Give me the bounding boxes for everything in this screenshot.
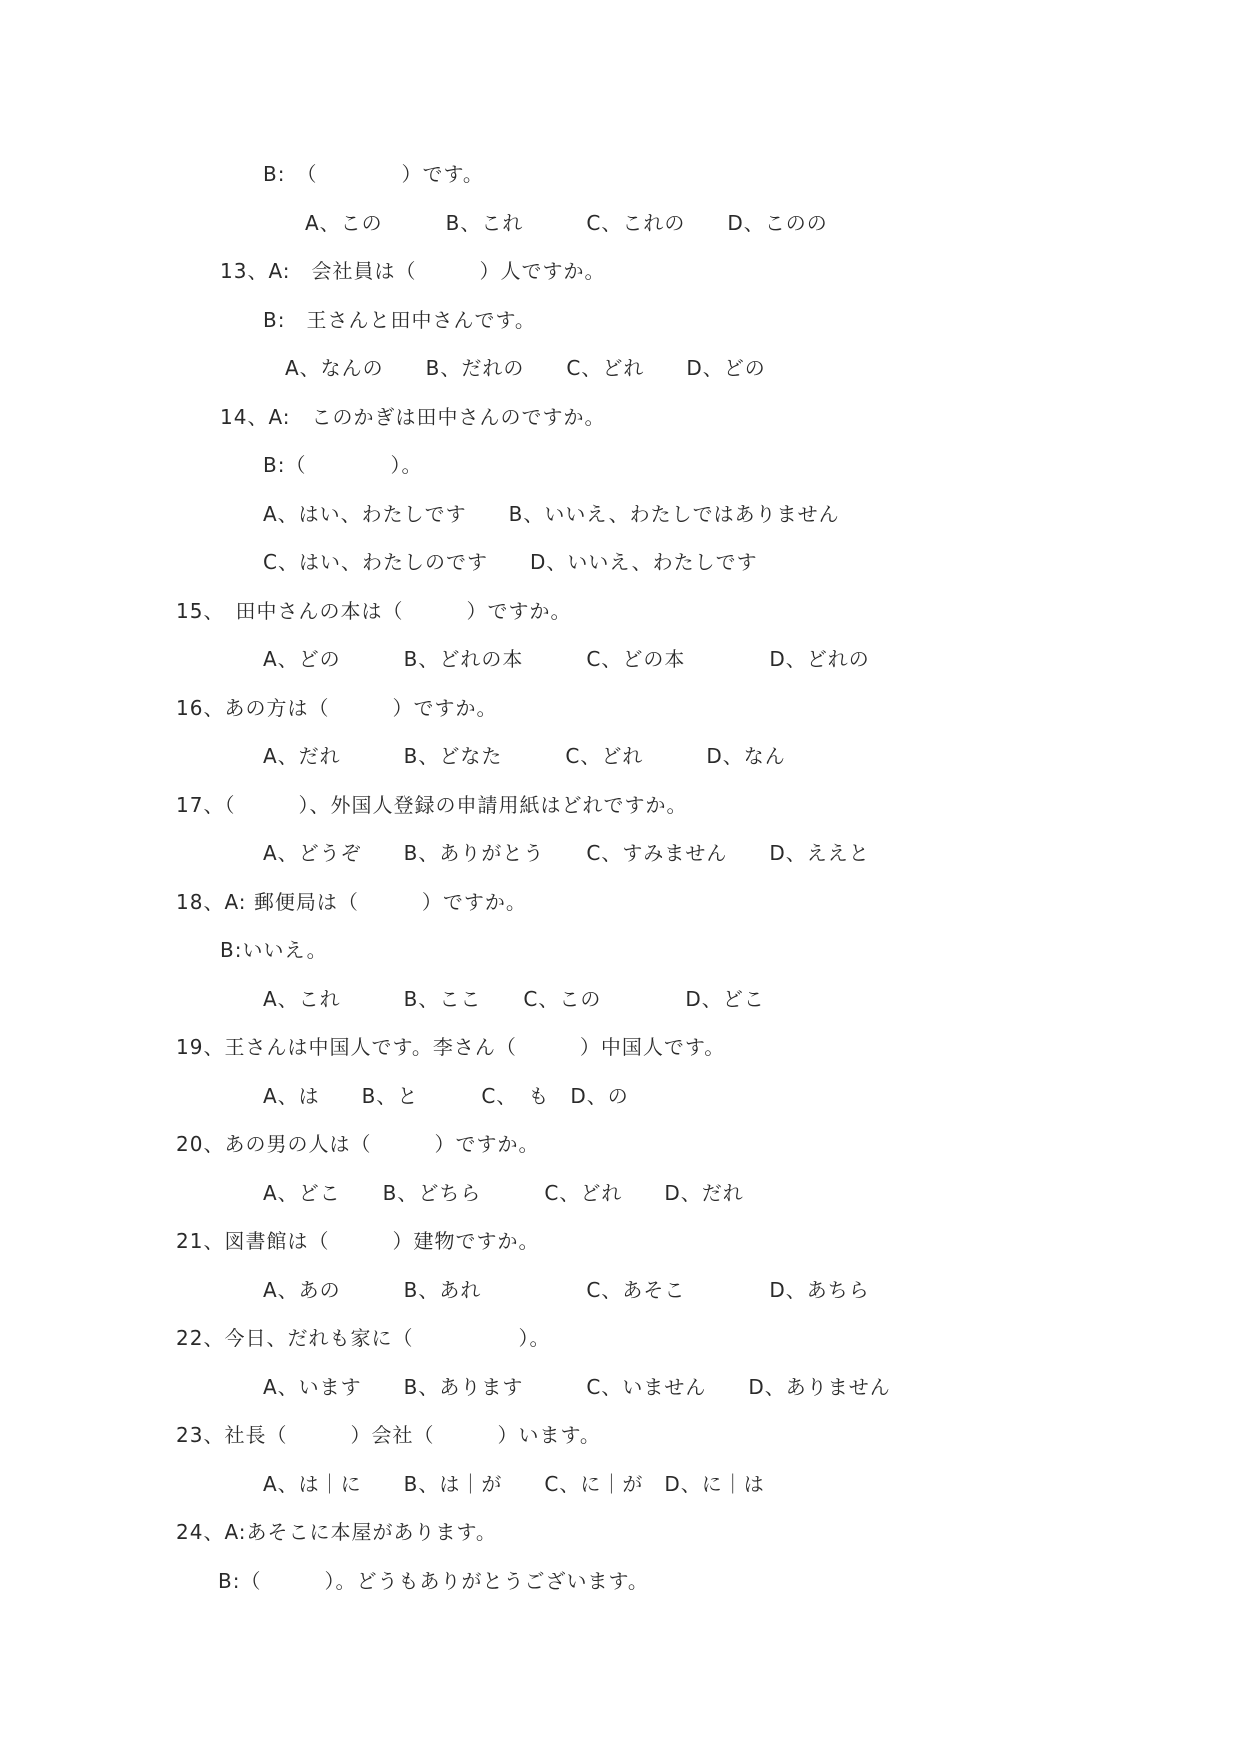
q15-options: A、どの B、どれの本 C、どの本 D、どれの	[263, 647, 870, 671]
q14-options-cd: C、はい、わたしのです D、いいえ、わたしです	[263, 550, 758, 574]
q16-options: A、だれ B、どなた C、どれ D、なん	[263, 744, 786, 768]
q19-options: A、は B、と C、 も D、の	[263, 1084, 629, 1108]
q13-question: 13、A: 会社員は（ ）人ですか。	[220, 259, 606, 283]
q13-answer-b: B: 王さんと田中さんです。	[263, 308, 536, 332]
q24-answer-b: B:（ ）。どうもありがとうございます。	[218, 1569, 649, 1593]
q14-question: 14、A: このかぎは田中さんのですか。	[220, 405, 606, 429]
q13-options: A、なんの B、だれの C、どれ D、どの	[285, 356, 766, 380]
q14-answer-b: B:（ ）。	[263, 453, 423, 477]
q21-options: A、あの B、あれ C、あそこ D、あちら	[263, 1278, 870, 1302]
q16-question: 16、あの方は（ ）ですか。	[176, 696, 498, 720]
q14-options-ab: A、はい、わたしです B、いいえ、わたしではありません	[263, 502, 840, 526]
q20-options: A、どこ B、どちら C、どれ D、だれ	[263, 1181, 744, 1205]
q18-question: 18、A: 郵便局は（ ）ですか。	[176, 890, 527, 914]
q19-question: 19、王さんは中国人です。李さん（ ）中国人です。	[176, 1035, 726, 1059]
q23-options: A、は｜に B、は｜が C、に｜が D、に｜は	[263, 1472, 765, 1496]
q17-question: 17、（ ）、外国人登録の申請用紙はどれですか。	[176, 793, 688, 817]
q23-question: 23、社長（ ）会社（ ）います。	[176, 1423, 601, 1447]
q22-options: A、います B、あります C、いません D、ありません	[263, 1375, 891, 1399]
q21-question: 21、図書館は（ ）建物ですか。	[176, 1229, 540, 1253]
q18-answer-b: B:いいえ。	[220, 938, 328, 962]
q17-options: A、どうぞ B、ありがとう C、すみません D、ええと	[263, 841, 870, 865]
q18-options: A、これ B、ここ C、この D、どこ	[263, 987, 765, 1011]
q12-options: A、この B、これ C、これの D、このの	[305, 211, 828, 235]
q24-question: 24、A:あそこに本屋があります。	[176, 1520, 497, 1544]
q20-question: 20、あの男の人は（ ）ですか。	[176, 1132, 540, 1156]
q22-question: 22、今日、だれも家に（ ）。	[176, 1326, 551, 1350]
q15-question: 15、 田中さんの本は（ ）ですか。	[176, 599, 572, 623]
q12-answer-b: B: （ ）です。	[263, 162, 484, 186]
